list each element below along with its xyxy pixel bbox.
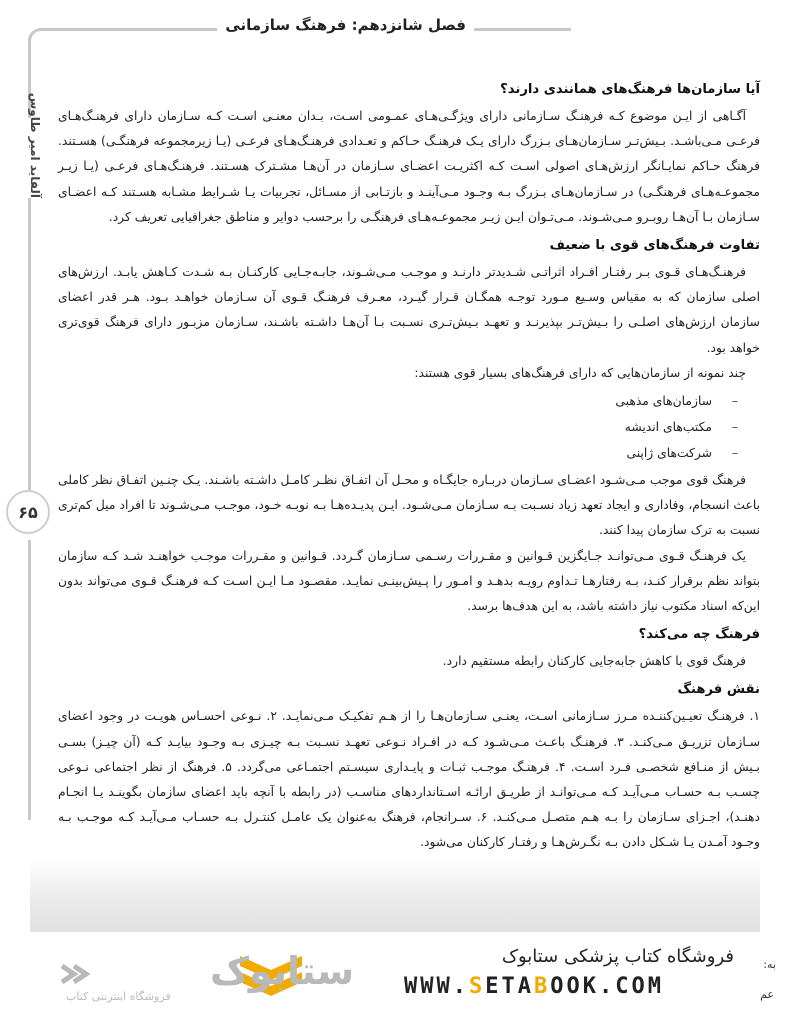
url-part: WWW.	[404, 974, 469, 999]
section-heading: آیا سازمان‌ها فرهنگ‌های همانندی دارند؟	[500, 82, 760, 97]
section-heading: نقش فرهنگ	[677, 682, 760, 698]
section-heading: فرهنگ چه می‌کند؟	[638, 627, 760, 643]
bottom-shade	[30, 858, 760, 932]
list-item: – سازمان‌های مذهبی	[58, 388, 738, 414]
list-item: – شرکت‌های ژاپنی	[58, 440, 738, 466]
paragraph: یک فرهنـگ قـوی مـی‌توانـد جـایگزین قـوانین و مقـررات رسـمی سـازمان گـردد. قـوانین و مقـررات موجـب خواهنـد شـد کـه سازمان بتواند نظم برقرار کنـد، بـه رفتارهـا تـداوم رویـه بدهـد و امـور را پـیش‌بینـی نمایـد. مقصـود مـا ایـن اسـت کـه فرهنـگ قـوی می‌تواند بدون این‌که اسناد مکتوب نیاز داشته باشد، به این هدف‌ها برسد.	[58, 548, 760, 614]
bullet-list	[58, 388, 760, 466]
corner-text: به:	[763, 958, 776, 971]
store-url-link[interactable]	[404, 974, 664, 999]
section-heading: تفاوت فرهنگ‌های قوی با ضعیف	[549, 238, 760, 254]
page-number: ۶۵	[6, 490, 50, 534]
url-part: ETA	[485, 974, 534, 999]
chapter-title: فصل شانزدهم: فرهنگ سازمانی	[217, 16, 474, 34]
paragraph: فرهنـگ‌هـای قـوی بـر رفتـار افـراد اثراتـی شـدیدتر دارنـد و موجـب مـی‌شـوند، جابـه‌جـایی کارکنـان بـه شـدت کـاهش یابـد. ارزش‌های اصلی سازمان که به مقیاس وسـیع مـورد توجـه همگـان قـرار گیـرد، معـرف فرهنـگ قـوی آن سـازمان خواهـد بـود. هـر قدر اعضای سازمان ارزش‌های اصلـی را بـیش‌تـر بپذیرنـد و تعهـد بـیش‌تـری نسـبت بـا آن‌هـا داشـته باشـند، سـازمان مزبـور دارای فرهنگ قوی‌تری خواهد بود.	[58, 265, 760, 355]
paragraph: فرهنگ قوی با کاهش جابه‌جایی کارکنان رابطه مستقیم دارد.	[442, 654, 746, 669]
url-part: OOK.COM	[550, 974, 664, 999]
logo-tagline: فروشگاه اینترنتی کتاب	[66, 990, 171, 1003]
logo-wordmark: ستابوک	[210, 949, 355, 993]
paragraph: چند نمونه از سازمان‌هایی که دارای فرهنگ‌های بسیار قوی هستند:	[414, 365, 746, 380]
store-name: فروشگاه کتاب پزشکی ستابوک	[501, 946, 734, 967]
corner-text: عم	[760, 988, 774, 1001]
url-accent-letter: S	[468, 974, 486, 999]
frame-left-line-bottom	[28, 540, 31, 820]
paragraph: ۱. فرهنـگ تعیـین‌کننـده مـرز سـازمانی اسـت، یعنـی سـازمان‌هـا را از هـم تفکیـک مـی‌نمایـد. ۲. نـوعی احسـاس هویـت در وجود اعضای سـازمان تزریـق مـی‌کنـد. ۳. فرهنـگ باعـث مـی‌شـود کـه در افـراد نـوعی تعهـد نسـبت بـه چیـزی بـه وجـود بیایـد کـه (آن چیـز) بسـی بـیش از منـافع شخصـی فـرد اسـت. ۴. فرهنـگ موجـب ثبـات و پایـداری سیسـتم اجتمـاعی می‌گردد. ۵. فرهنگ از نظر اجتماعی نـوعی چسـب بـه حسـاب مـی‌آیـد کـه مـی‌توانـد از طریـق ارائـه اسـتانداردهای مناسـب (در رابطه با آنچه باید اعضای سازمان بگوینـد یـا انجـام دهنـد)، اجـزای سـازمان را بـه هـم متصـل مـی‌کنـد. ۶. سـرانجام، فرهنگ به‌عنوان یک عامـل کنتـرل بـه حسـاب مـی‌آیـد کـه موجـب بـه وجـود آمـدن یـا شـکل دادن بـه نگـرش‌هـا و رفتـار کارکنان می‌شود.	[58, 709, 760, 850]
list-item: – مکتب‌های اندیشه	[58, 414, 738, 440]
side-author-label: آلفاید امیر طاوس	[28, 92, 42, 198]
paragraph: آگـاهی از ایـن موضوع کـه فرهنـگ سـازمانی دارای ویژگـی‌هـای عمـومی اسـت، بـدان معنـی اسـت کـه سـازمان دارای فرهنـگ‌هـای فرعـی مـی‌باشـد. بـیش‌تـر سـازمان‌هـای بـزرگ دارای یـک فرهنـگ حـاکم و تعـدادی فرهنـگ‌هـای فرعـی (یـا زیرمجموعه فرهنگـی) هسـتند. فرهنگ حـاکم نمایـانگر ارزش‌هـای اصولی اسـت کـه اکثریـت اعضـای سـازمان در آن‌هـا مشـترک هسـتند. فرهنـگ‌هـای فرعـی (یـا زیـر مجموعـه‌هـای فرهنگـی) در سـازمان‌هـای بـزرگ بـه وجـود مـی‌آینـد و بازتـابی از مسـائل، تجربیات یـا شـرایط مشـابه هسـتند کـه اعضـای سـازمان بـا آن‌هـا روبـرو مـی‌شـوند. مـی‌تـوان ایـن زیـر مجموعـه‌هـای فرهنگـی را برحسب دوایر و مناطق جغرافیایی تعریف کرد.	[58, 109, 760, 224]
paragraph: فرهنگ قوی موجب مـی‌شـود اعضـای سـازمان دربـاره جایگـاه و محـل آن اتفـاق نظـر کامـل داشـته باشـند. یـک چنـین اتفـاق نظر کاملی باعث انسجام، وفاداری و ایجاد تعهد زیاد نسـبت بـه سـازمان مـی‌شـود. ایـن پدیـده‌هـا بـه نوبـه خـود، موجـب مـی‌شـوند تا افراد میل کم‌تری نسبت به ترک سازمان پیدا کنند.	[58, 473, 760, 538]
page-content	[58, 74, 760, 856]
url-accent-letter: B	[533, 974, 551, 999]
